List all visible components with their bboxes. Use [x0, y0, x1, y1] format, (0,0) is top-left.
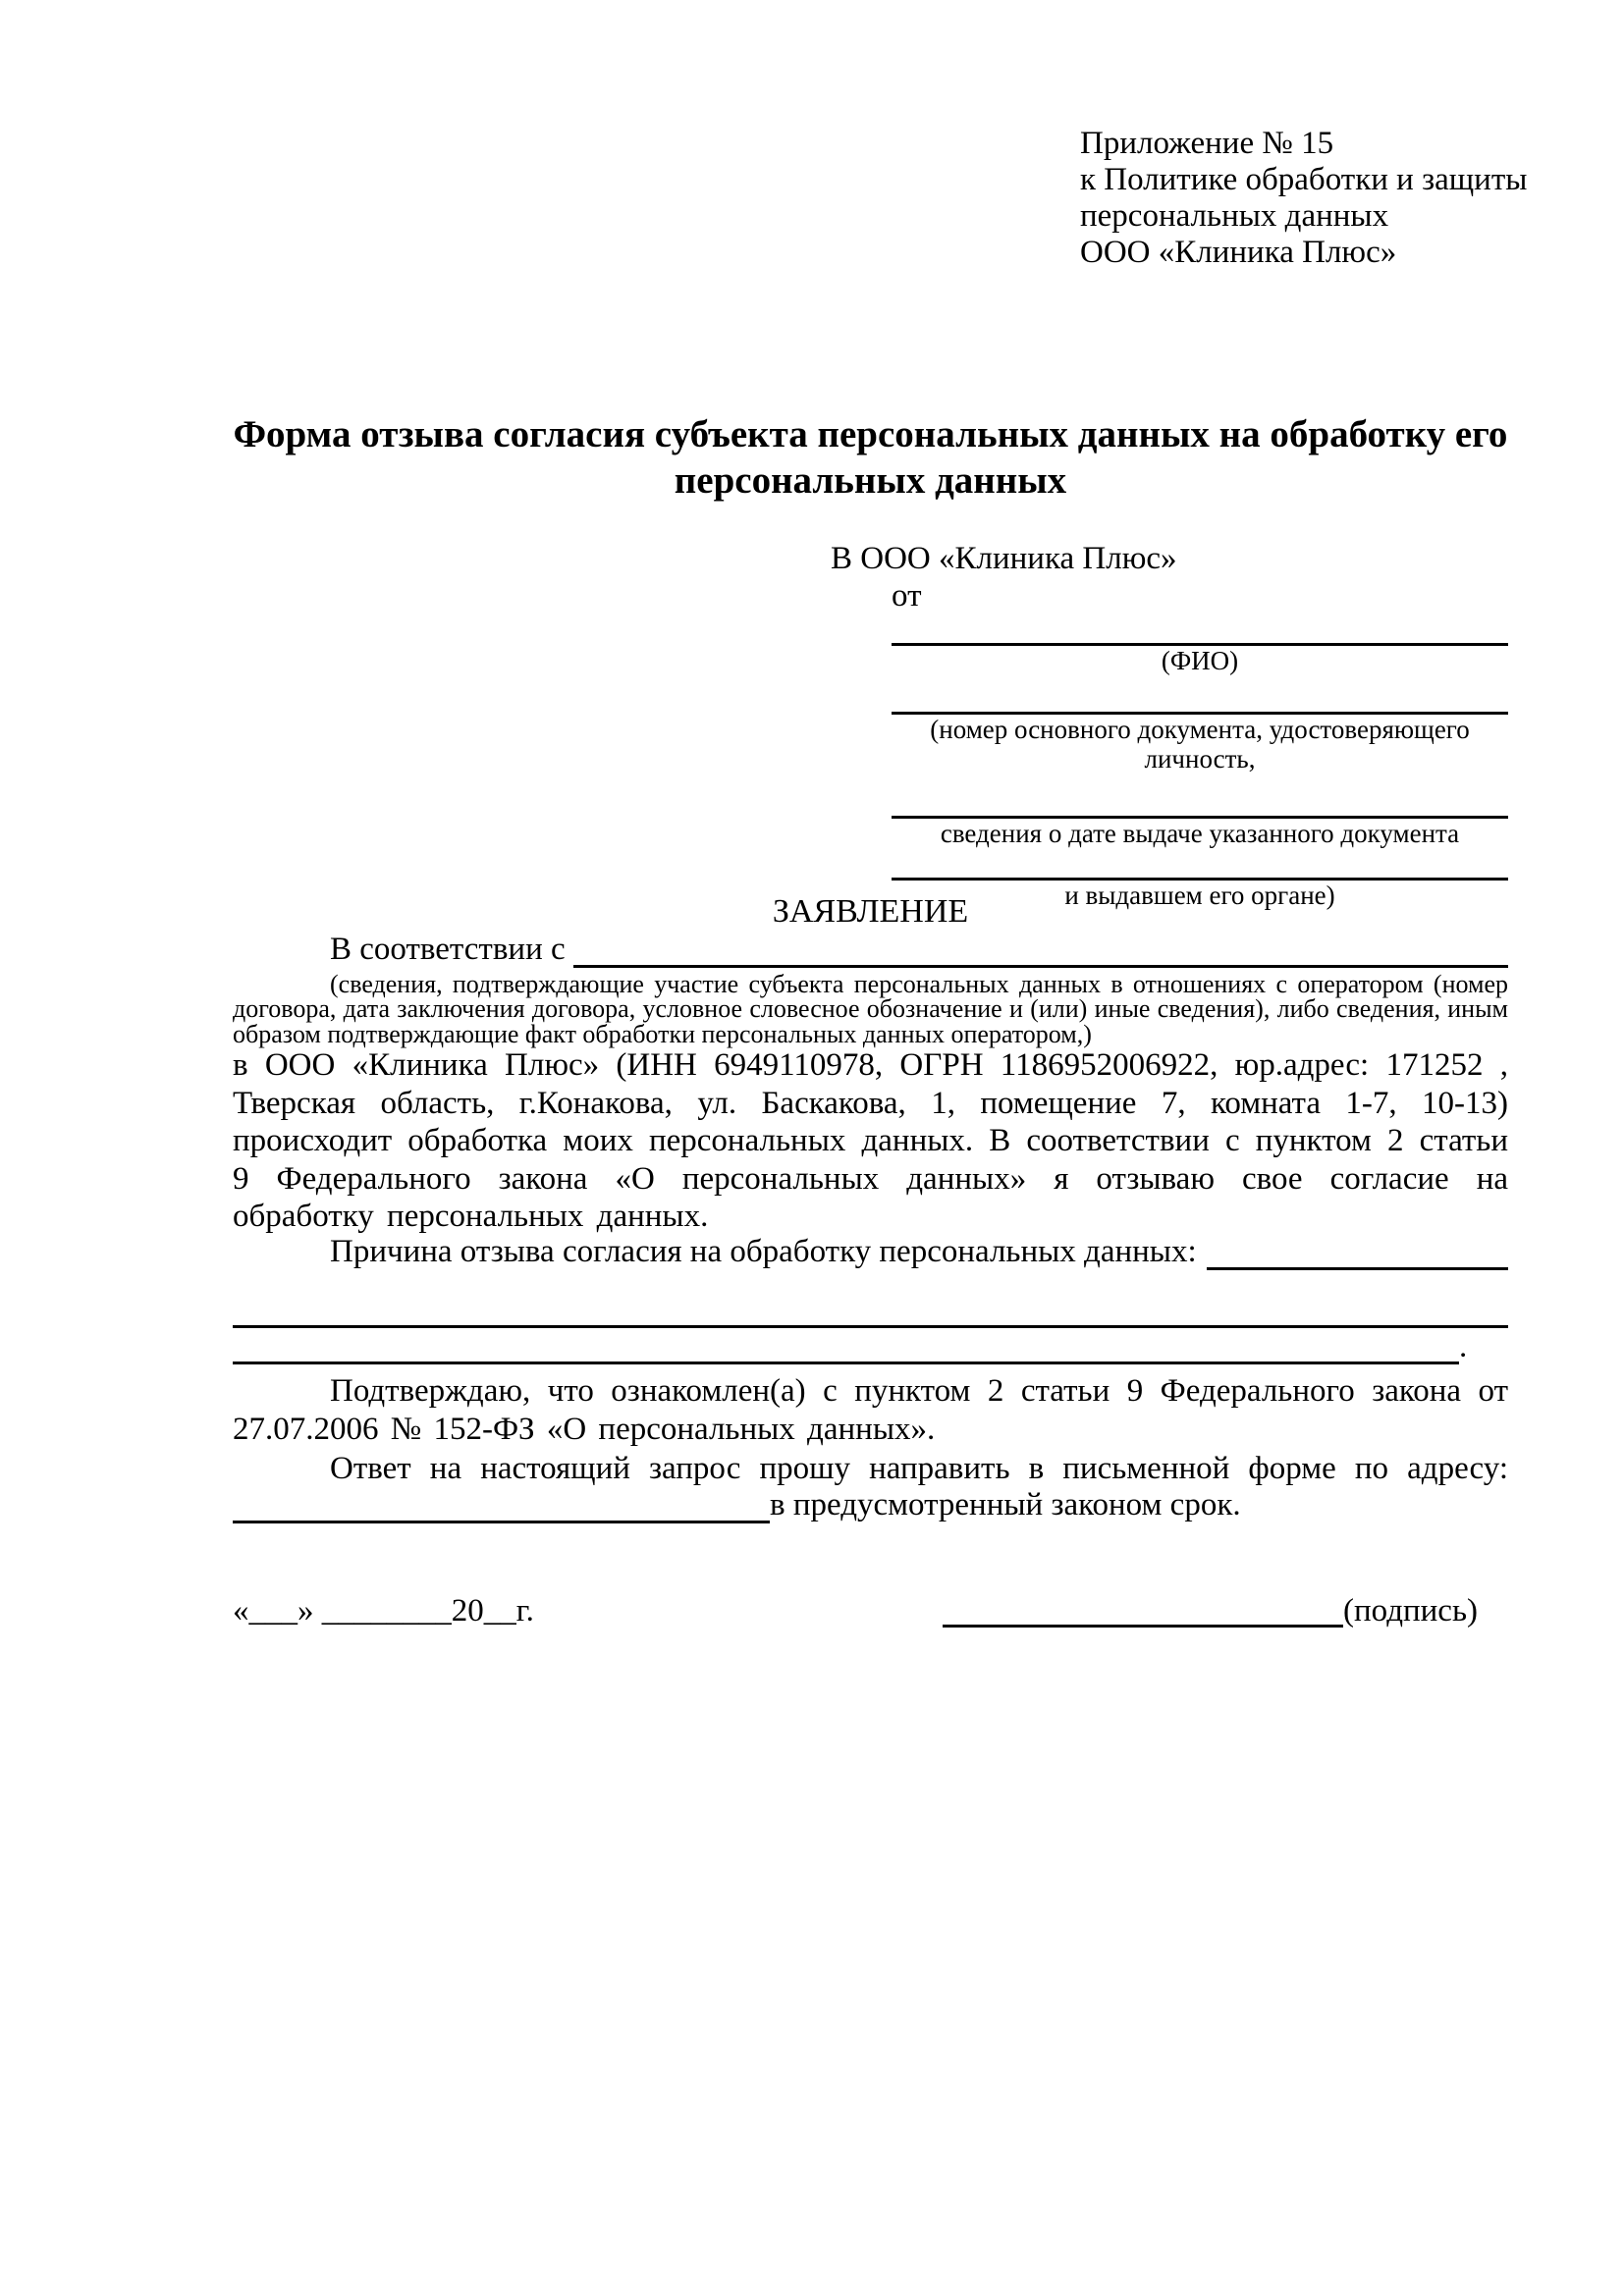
basis-input-line[interactable] — [573, 931, 1508, 968]
doc-number-field — [892, 675, 1508, 774]
fio-caption: (ФИО) — [1161, 646, 1239, 675]
reason-extra-line-1[interactable] — [233, 1325, 1508, 1328]
appendix-block — [1080, 126, 1527, 271]
signature-row — [233, 1594, 1508, 1628]
confirmation-paragraph: Подтверждаю, что ознакомлен(а) с пунктом 2 статьи 9 Федерального закона от 27.07.2006 № 152-ФЗ «О персональных данных». — [233, 1373, 1508, 1447]
signature-caption: (подпись) — [1343, 1593, 1478, 1629]
reply-deadline-text: в предусмотренный законом срок. — [770, 1487, 1241, 1522]
addressee-from-label: от — [892, 578, 922, 614]
appendix-line: персональных данных — [1080, 198, 1389, 234]
doc-number-caption: (номер основного документа, удостоверяющего личность, — [930, 715, 1470, 774]
reason-extra-line-2-row — [233, 1329, 1508, 1364]
reply-address-row — [233, 1486, 1508, 1523]
reply-request-paragraph: Ответ на настоящий запрос прошу направить в письменной форме по адресу: — [330, 1451, 1508, 1486]
main-paragraph: в ООО «Клиника Плюс» (ИНН 6949110978, ОГРН 1186952006922, юр.адрес: 171252 , Тверская область, г.Конакова, ул. Баскакова, 1, помещение 7, комната 1-7, 10-13) происходит обработка моих персональных данных. В соответствии с пунктом 2 статьи 9 Федерального закона «О персональных данных» я отзываю свое согласие на обработку персональных данных. — [233, 1047, 1508, 1235]
period-mark: . — [1459, 1329, 1468, 1364]
accordance-row — [233, 931, 1508, 968]
addressee-block — [831, 540, 1508, 910]
document-title: Форма отзыва согласия субъекта персональных данных на обработку его персональных данных — [233, 413, 1508, 502]
fio-field — [892, 614, 1508, 675]
doc-issuer-caption: и выдавшем его органе) — [1064, 881, 1335, 910]
signature-input-line[interactable] — [943, 1594, 1343, 1628]
appendix-line: Приложение № 15 — [1080, 126, 1334, 161]
reason-input-line[interactable] — [1207, 1233, 1508, 1270]
fine-print-note: (сведения, подтверждающие участие субъекта персональных данных в отношениях с оператором (номер договора, дата заключения договора, условное словесное обозначение и (или) иные сведения), либо сведения, иным образом подтверждающие факт обработки персональных данных оператором,) — [233, 970, 1508, 1048]
doc-issue-date-input-line[interactable] — [892, 774, 1508, 819]
reason-row — [233, 1233, 1508, 1270]
fio-input-line[interactable] — [892, 614, 1508, 646]
reason-label: Причина отзыва согласия на обработку персональных данных: — [330, 1234, 1197, 1269]
doc-issue-date-field — [892, 774, 1508, 848]
addressee-to-line: В ООО «Клиника Плюс» — [831, 541, 1177, 576]
signature-group — [943, 1594, 1478, 1628]
statement-heading: ЗАЯВЛЕНИЕ — [772, 893, 969, 930]
reason-extra-line-2[interactable] — [233, 1329, 1459, 1364]
doc-number-input-line[interactable] — [892, 675, 1508, 715]
doc-issue-date-caption: сведения о дате выдаче указанного документа — [940, 819, 1460, 848]
date-blank-text[interactable]: «___» ________20__г. — [233, 1593, 534, 1629]
accordance-label: В соответствии с — [330, 932, 566, 967]
appendix-line: ООО «Клиника Плюс» — [1080, 235, 1397, 270]
doc-issuer-input-line[interactable] — [892, 848, 1508, 881]
appendix-line: к Политике обработки и защиты — [1080, 162, 1528, 197]
reply-address-input-line[interactable] — [233, 1486, 770, 1523]
